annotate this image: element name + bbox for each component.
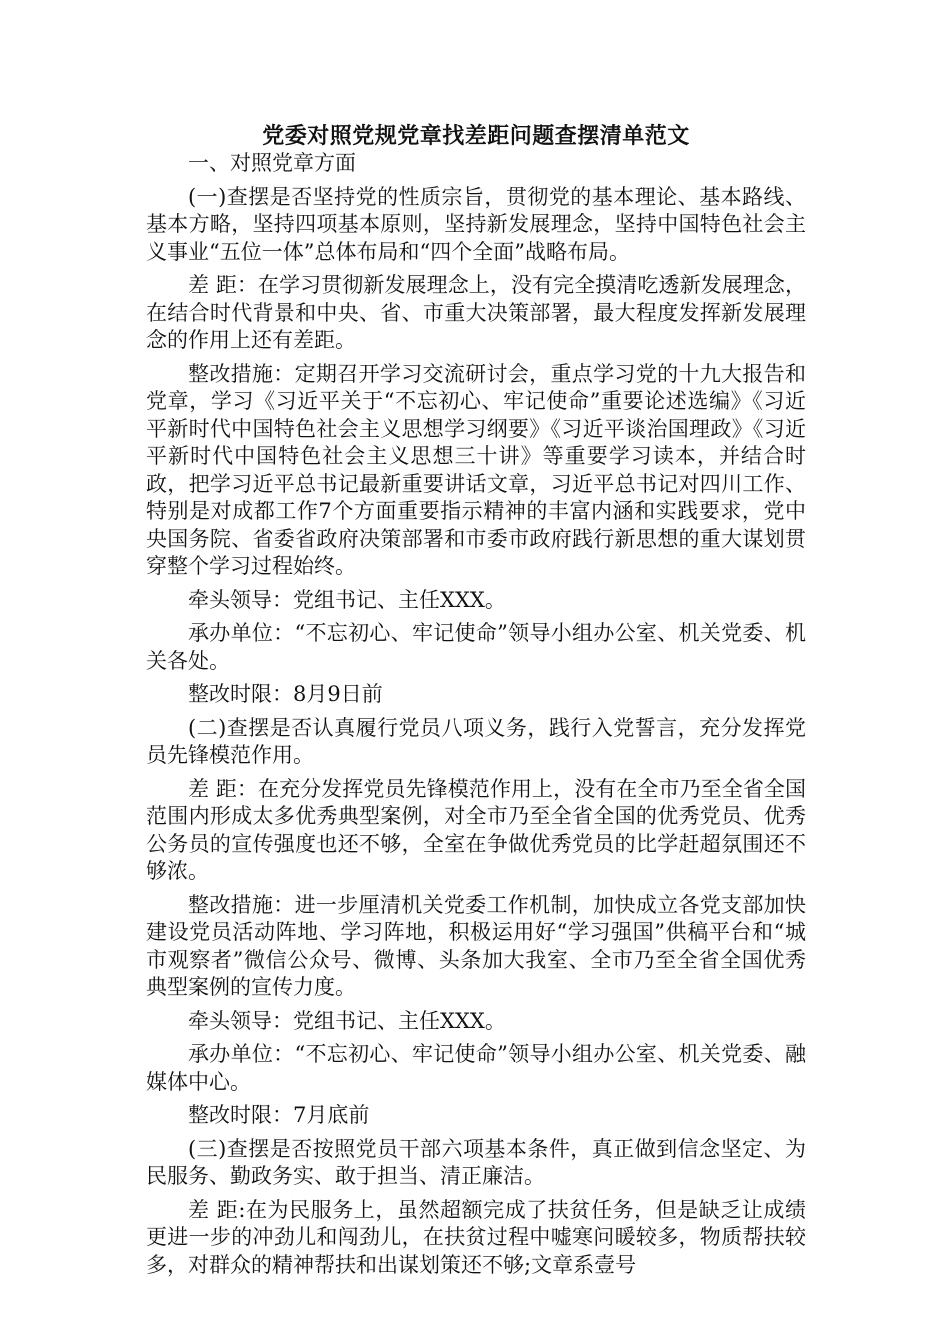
- document-title: 党委对照党规党章找差距问题查摆清单范文: [262, 123, 690, 149]
- document-body: [146, 122, 806, 1285]
- paragraph: 差 距：在充分发挥党员先锋模范作用上，没有在全市乃至全省全国范围内形成太多优秀典型案例，对全市乃至全省全国的优秀党员、优秀公务员的宣传强度也还不够，全室在争做优秀党员的比学赶超氛围还不够浓。: [146, 776, 806, 883]
- paragraph: 差 距:在为民服务上，虽然超额完成了扶贫任务，但是缺乏让成绩更进一步的冲劲儿和闯劲儿，在扶贫过程中嘘寒问暖较多，物质帮扶较多，对群众的精神帮扶和出谋划策还不够;文章系壹号: [146, 1197, 806, 1277]
- paragraph: 差 距：在学习贯彻新发展理念上，没有完全摸清吃透新发展理念，在结合时代背景和中央、省、市重大决策部署，最大程度发挥新发展理念的作用上还有差距。: [146, 273, 806, 352]
- paragraph: 整改时限：7月底前: [188, 1103, 370, 1127]
- paragraph: 牵头领导：党组书记、主任XXX。: [188, 1008, 506, 1033]
- paragraph: (一)查摆是否坚持党的性质宗旨，贯彻党的基本理论、基本路线、基本方略，坚持四项基本原则，坚持新发展理念，坚持中国特色社会主义事业“五位一体”总体布局和“四个全面”战略布局。: [146, 184, 806, 264]
- paragraph: (二)查摆是否认真履行党员八项义务，践行入党誓言，充分发挥党员先锋模范作用。: [146, 715, 806, 767]
- paragraph: 整改时限：8月9日前: [188, 682, 383, 706]
- section-heading: 一、对照党章方面: [188, 151, 356, 175]
- paragraph: 承办单位：“不忘初心、牢记使命”领导小组办公室、机关党委、融媒体中心。: [146, 1042, 806, 1094]
- paragraph: 整改措施：进一步厘清机关党委工作机制，加快成立各党支部加快建设党员活动阵地、学习阵地，积极运用好“学习强国”供稿平台和“城市观察者”微信公众号、微博、头条加大我室、全市乃至全省全国优秀典型案例的宣传力度。: [146, 892, 806, 999]
- paragraph: 承办单位：“不忘初心、牢记使命”领导小组办公室、机关党委、机关各处。: [146, 621, 806, 673]
- paragraph: (三)查摆是否按照党员干部六项基本条件，真正做到信念坚定、为民服务、勤政务实、敢于担当、清正廉洁。: [146, 1136, 806, 1188]
- paragraph: 牵头领导：党组书记、主任XXX。: [188, 587, 506, 612]
- paragraph: 整改措施：定期召开学习交流研讨会，重点学习党的十九大报告和党章，学习《习近平关于“不忘初心、牢记使命”重要论述选编》《习近平新时代中国特色社会主义思想学习纲要》《习近平谈治国理政》《习近平新时代中国特色社会主义思想三十讲》等重要学习读本，并结合时政，把学习近平总书记最新重要讲话文章，习近平总书记对四川工作、特别是对成都工作7个方面重要指示精神的丰富内涵和实践要求，党中央国务院、省委省政府决策部署和市委市政府践行新思想的重大谋划贯穿整个学习过程始终。: [146, 361, 806, 578]
